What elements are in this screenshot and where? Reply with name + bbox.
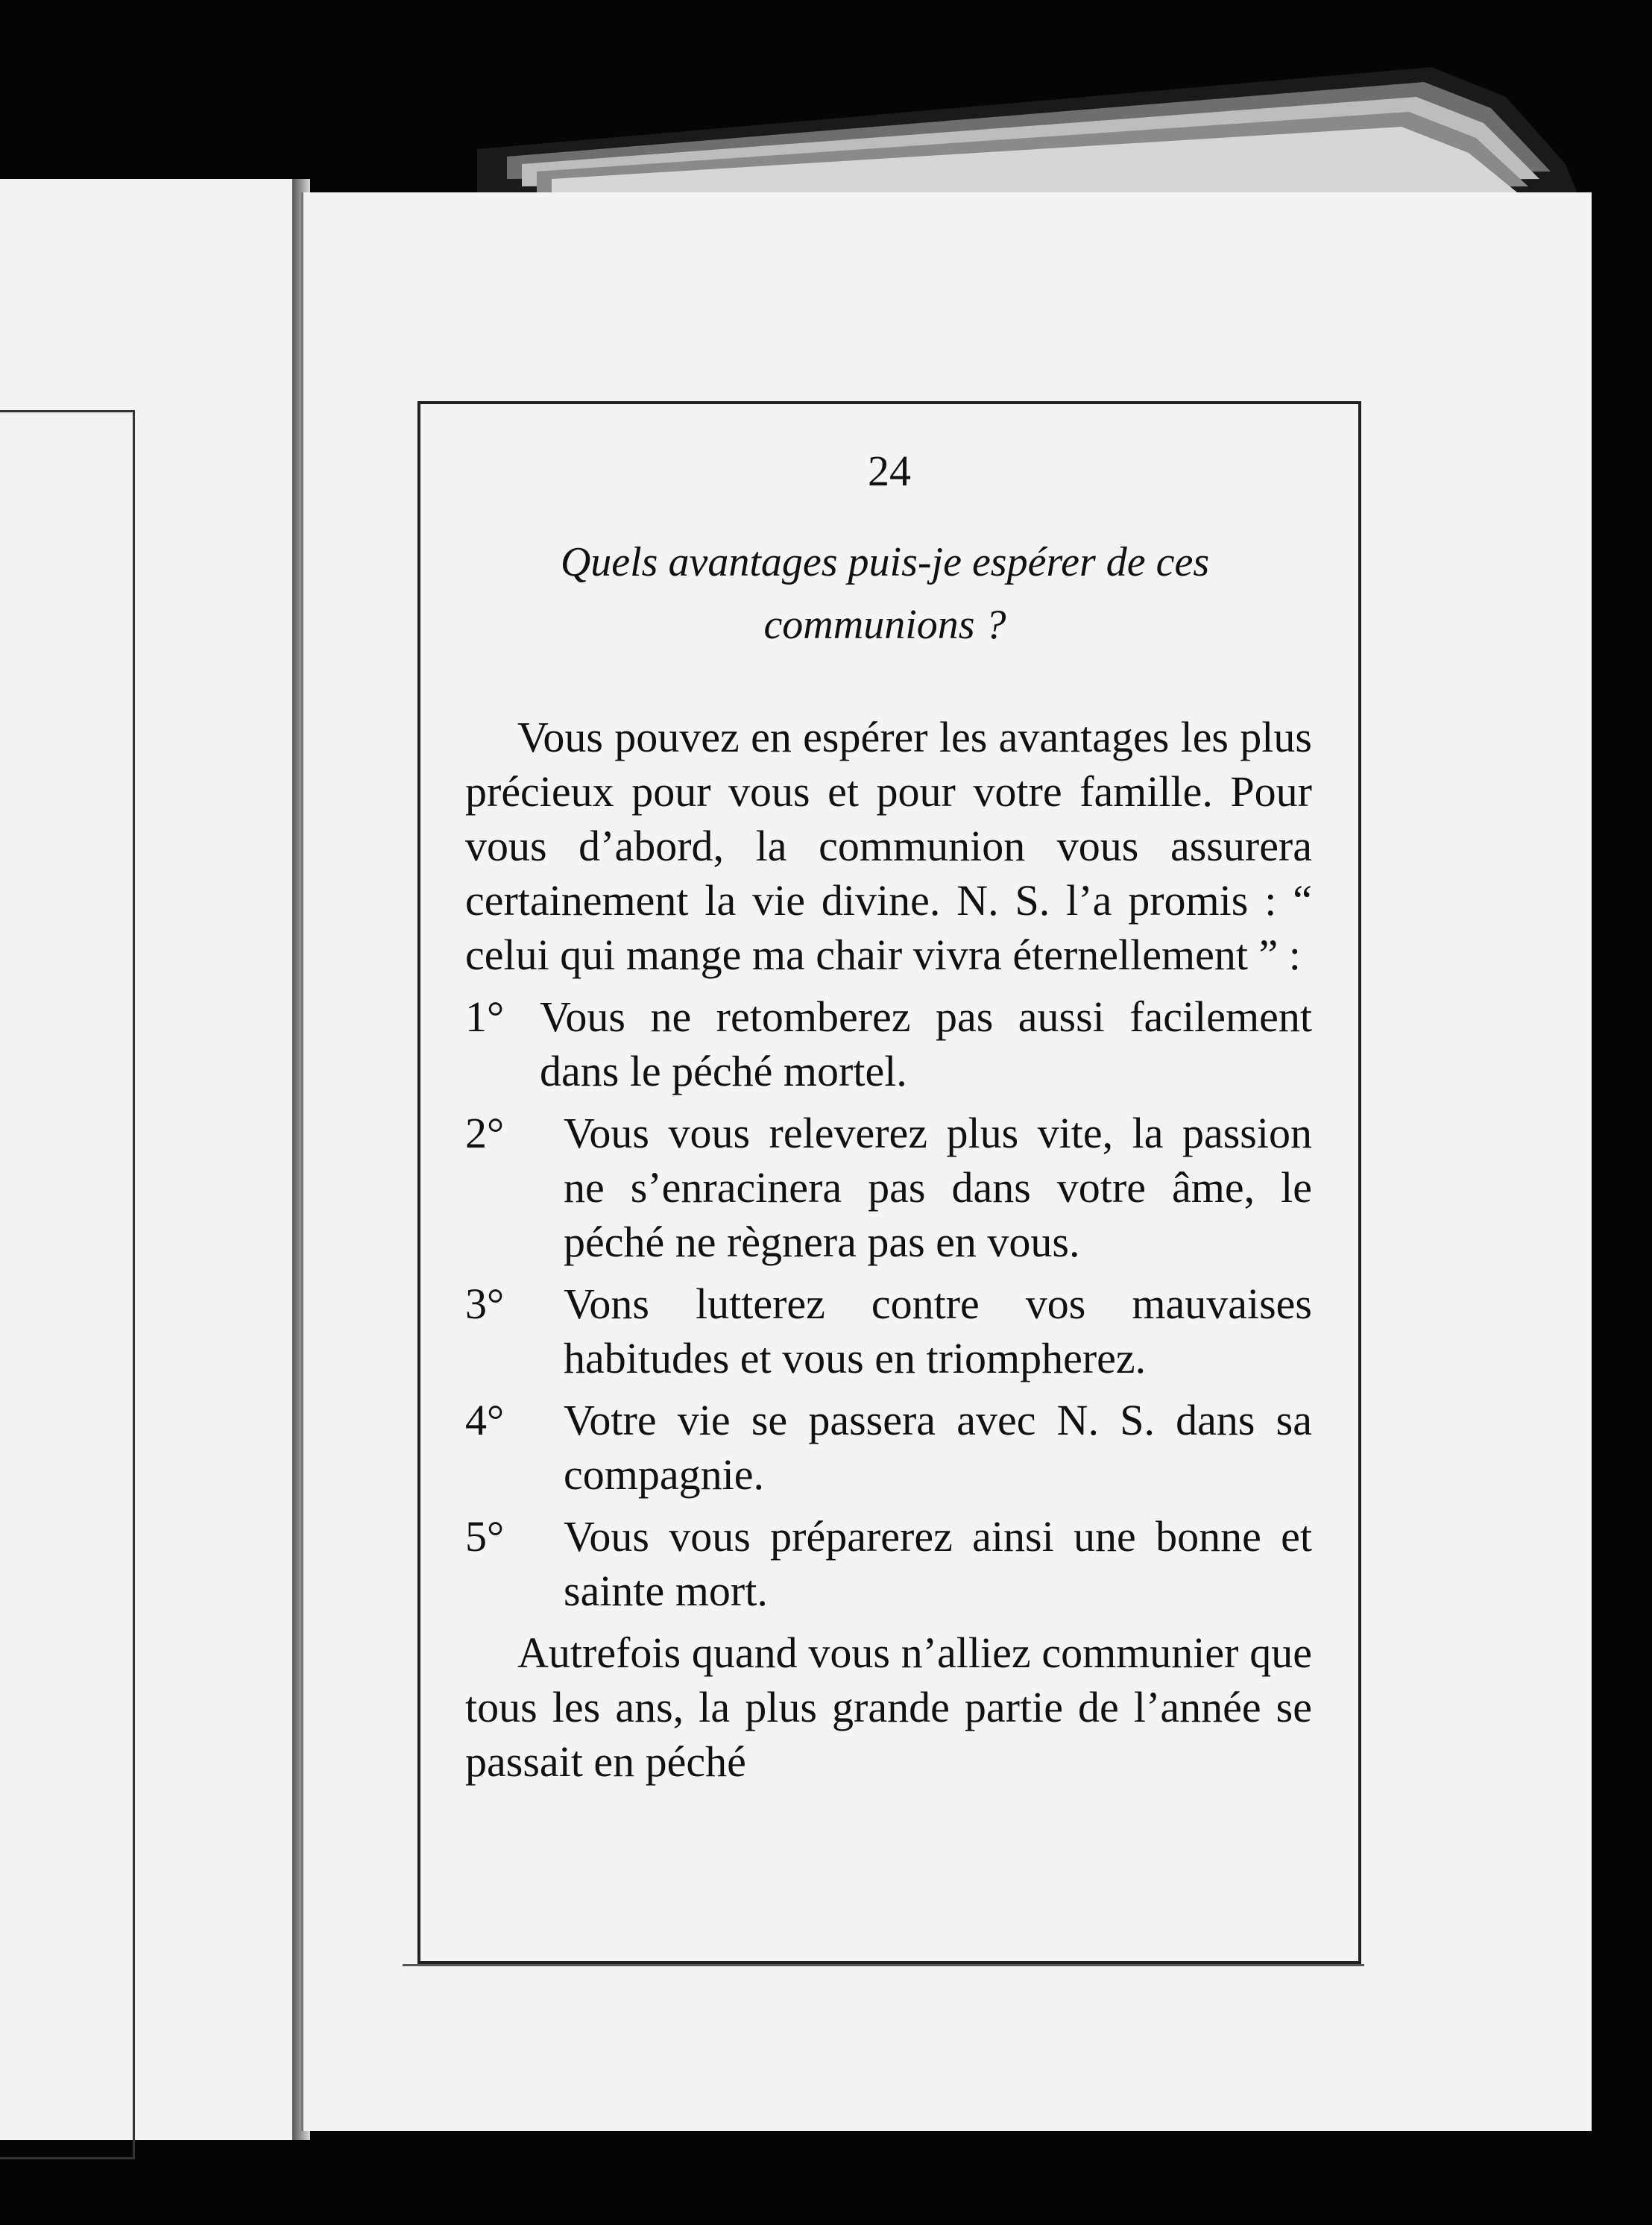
intro-paragraph: Vous pouvez en espérer les avantages les plus précieux pour vous et pour votre famille. Pour vous d’abord, la communion vous assurera certainement la vie divine. N. S. l’a promis : “ celui qui mange ma chair vivra éternellement ” : bbox=[465, 713, 1312, 979]
closing-paragraph: Autrefois quand vous n’alliez communier que tous les ans, la plus grande partie de l’année se passait en péché bbox=[465, 1628, 1312, 1786]
list-item-number: 5° bbox=[465, 1512, 505, 1561]
list-item bbox=[465, 989, 1312, 1098]
page-number: 24 bbox=[868, 447, 911, 495]
question-line-2: communions ? bbox=[763, 602, 1006, 648]
question-heading bbox=[465, 531, 1305, 656]
list-item-text: Vous vous releverez plus vite, la passion ne s’enracinera pas dans votre âme, le péché ne règnera pas en vous. bbox=[564, 1109, 1312, 1266]
list-item-number: 4° bbox=[465, 1396, 505, 1444]
list-item-number: 1° bbox=[465, 992, 505, 1041]
list-item-number: 2° bbox=[465, 1109, 505, 1157]
page-edges bbox=[477, 67, 1580, 201]
text-frame bbox=[417, 401, 1361, 1964]
list-item bbox=[465, 1393, 1312, 1502]
previous-page bbox=[0, 179, 294, 2140]
list-item-text: Vous vous préparerez ainsi une bonne et sainte mort. bbox=[564, 1512, 1312, 1615]
list-item-text: Vous ne retomberez pas aussi facilement dans le péché mortel. bbox=[540, 992, 1312, 1095]
previous-page-frame bbox=[0, 410, 135, 2159]
list-item-number: 3° bbox=[465, 1280, 505, 1328]
list-item bbox=[465, 1509, 1312, 1618]
list-item-text: Vons lutterez contre vos mauvaises habitudes et vous en triompherez. bbox=[564, 1280, 1312, 1382]
question-line-1: Quels avantages puis-je espérer de ces bbox=[560, 539, 1210, 585]
list-item-text: Votre vie se passera avec N. S. dans sa compagnie. bbox=[564, 1396, 1312, 1499]
bottom-rule bbox=[403, 1964, 1364, 1966]
answer-body bbox=[465, 710, 1312, 1789]
list-item bbox=[465, 1106, 1312, 1269]
list-item bbox=[465, 1277, 1312, 1385]
